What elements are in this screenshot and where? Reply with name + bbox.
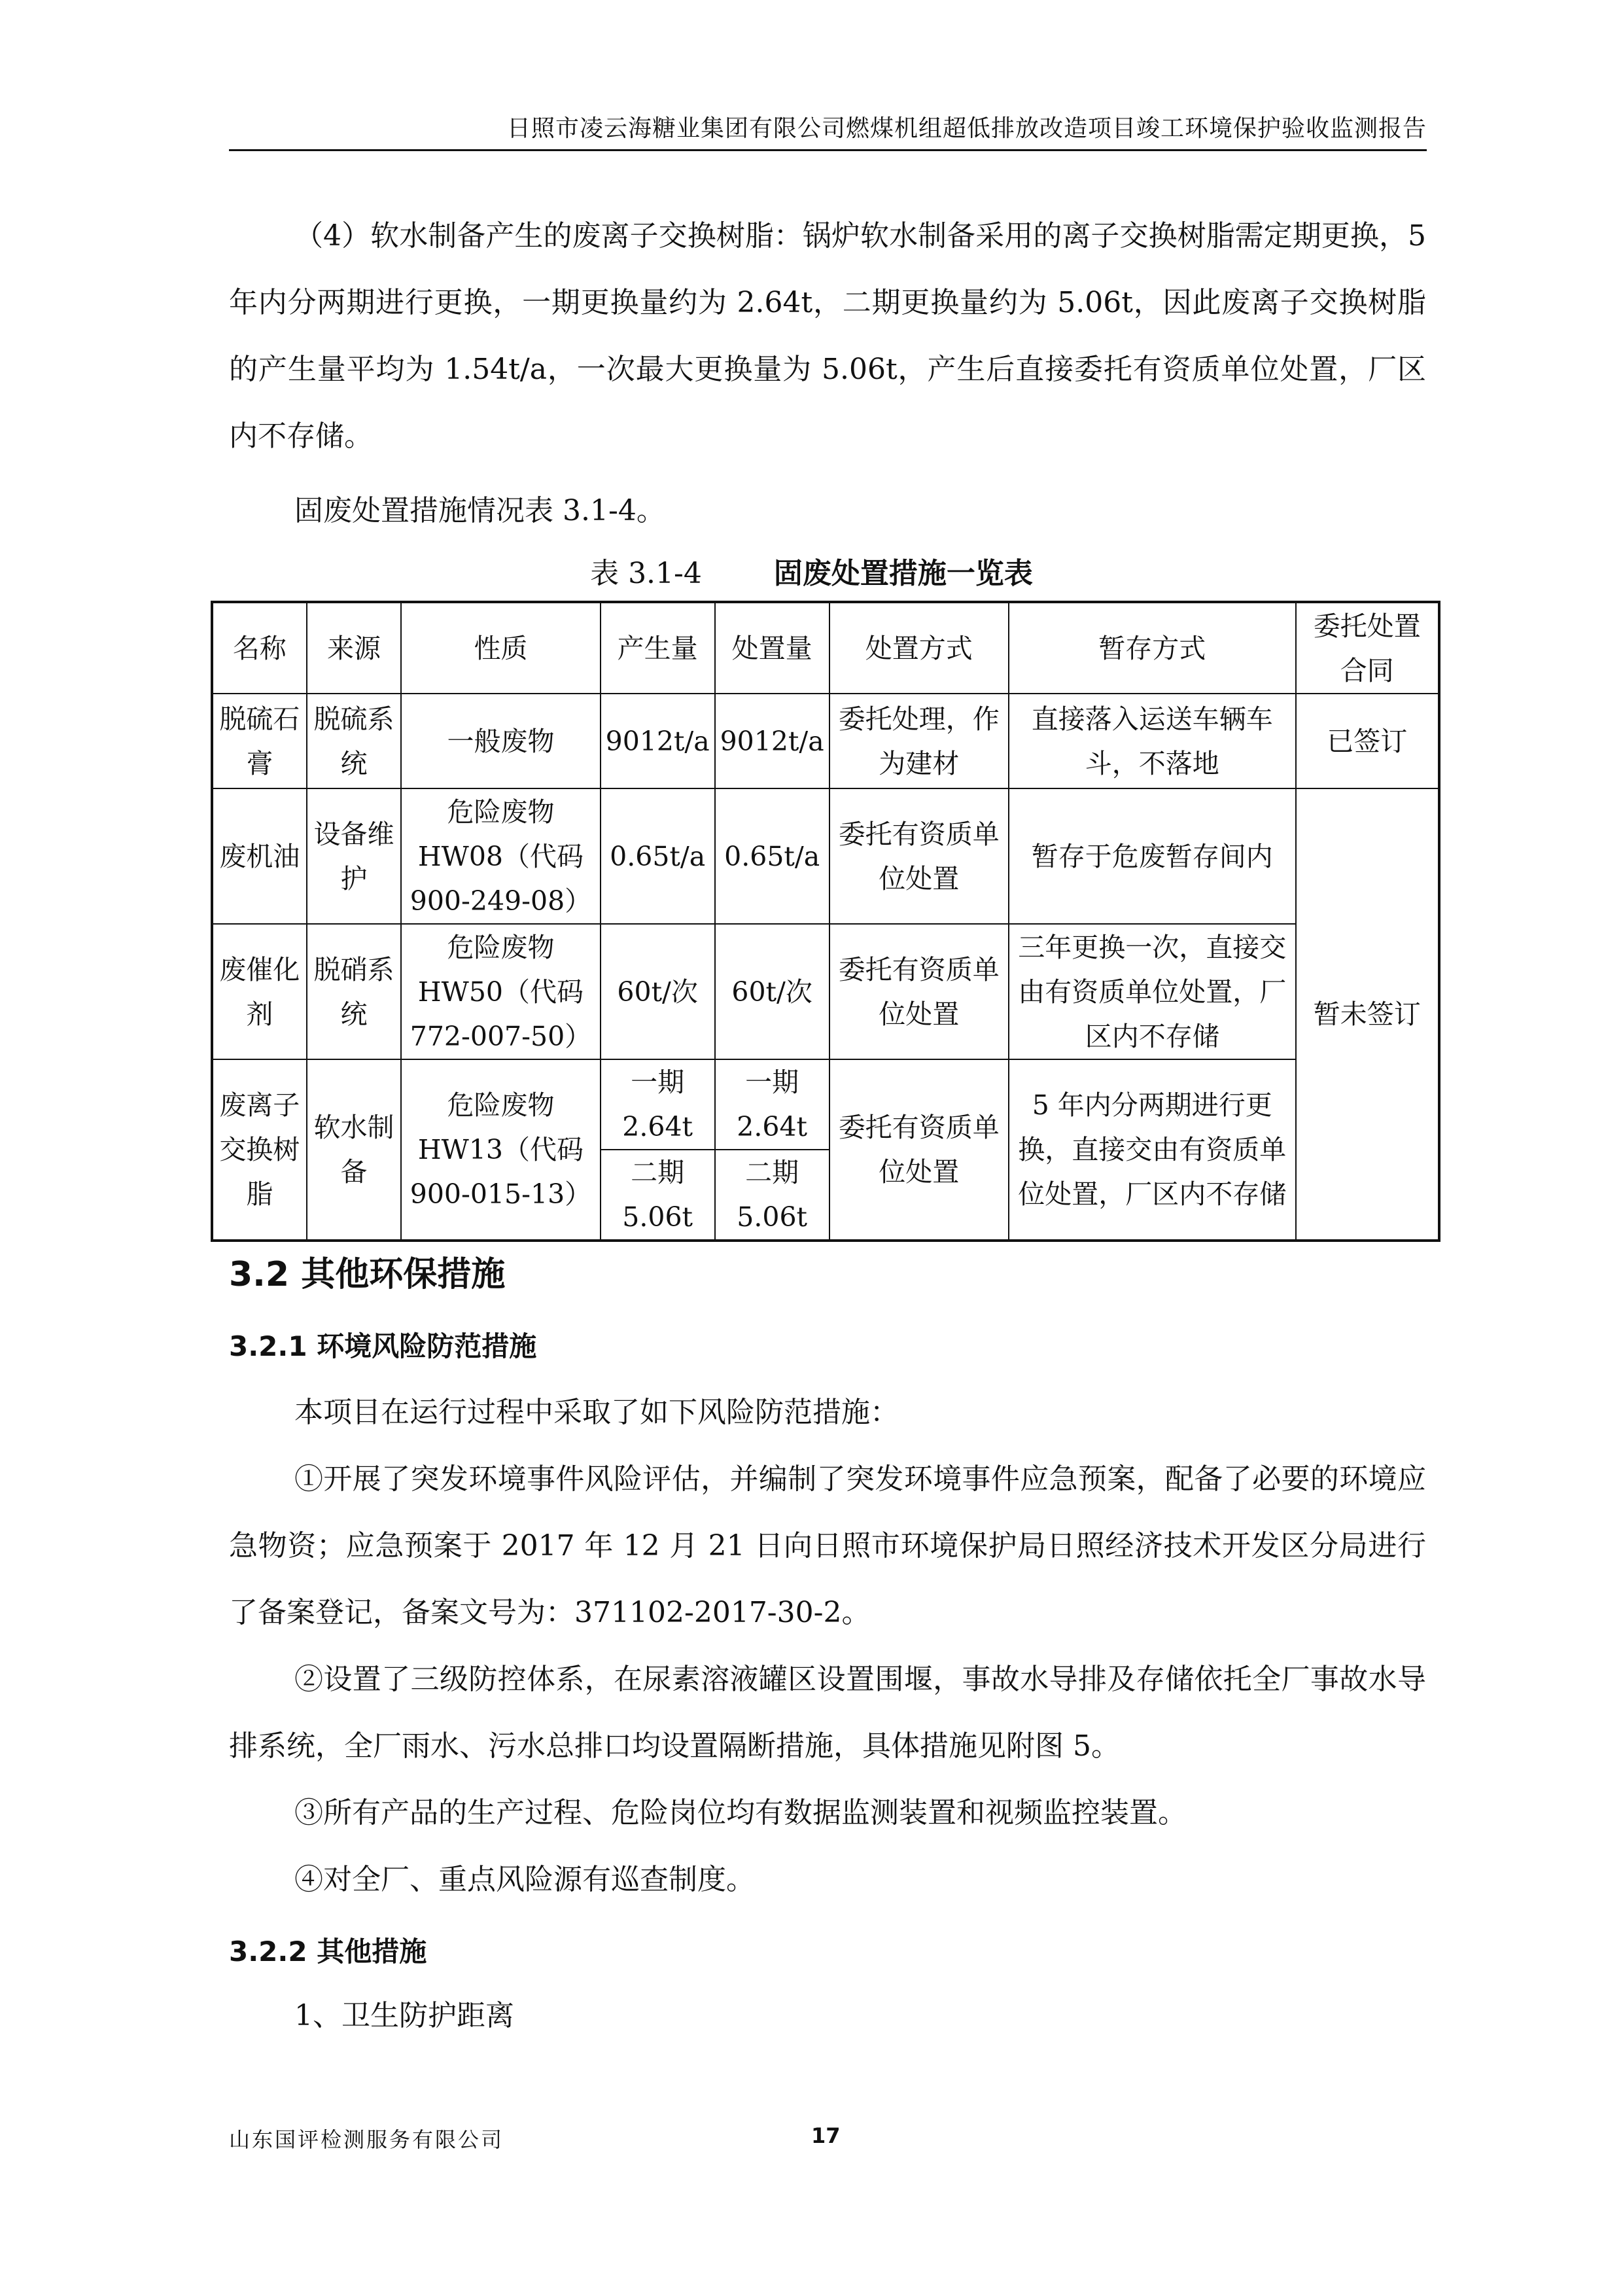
- cell-source: 软水制备: [307, 1059, 402, 1241]
- table-caption: [0, 550, 1623, 592]
- header-rule: [229, 149, 1427, 151]
- cell-nature: 一般废物: [401, 694, 600, 788]
- cell-name: 废机油: [212, 788, 307, 924]
- paragraph-risk-item-3: ③所有产品的生产过程、危险岗位均有数据监测装置和视频监控装置。: [294, 1796, 1187, 1829]
- cell-disposed-phase1: 一期 2.64t: [715, 1059, 829, 1150]
- cell-nature: 危险废物 HW08（代码 900-249-08）: [401, 788, 600, 924]
- cell-storage: 暂存于危废暂存间内: [1009, 788, 1296, 924]
- cell-method: 委托有资质单位处置: [829, 924, 1009, 1059]
- table-caption-number: 表 3.1-4: [590, 557, 702, 590]
- cell-storage: 三年更换一次，直接交由有资质单位处置，厂区内不存储: [1009, 924, 1296, 1059]
- section-heading-3-2: 3.2 其他环保措施: [229, 1255, 506, 1294]
- cell-name: 废催化剂: [212, 924, 307, 1059]
- header-method: 处置方式: [829, 602, 1009, 694]
- header-storage: 暂存方式: [1009, 602, 1296, 694]
- running-header: 日照市凌云海糖业集团有限公司燃煤机组超低排放改造项目竣工环境保护验收监测报告: [506, 115, 1427, 142]
- cell-name: 废离子交换树脂: [212, 1059, 307, 1241]
- cell-source: 设备维护: [307, 788, 402, 924]
- header-nature: 性质: [401, 602, 600, 694]
- cell-disposed-phase2: 二期 5.06t: [715, 1150, 829, 1241]
- header-source: 来源: [307, 602, 402, 694]
- cell-disposed: 9012t/a: [715, 694, 829, 788]
- table-row: [212, 924, 1439, 1059]
- cell-produced: 60t/次: [601, 924, 715, 1059]
- cell-produced-phase2: 二期 5.06t: [601, 1150, 715, 1241]
- paragraph-risk-item-4: ④对全厂、重点风险源有巡查制度。: [294, 1863, 755, 1896]
- cell-disposed: 60t/次: [715, 924, 829, 1059]
- cell-contract-merged: 暂未签订: [1296, 788, 1439, 1241]
- paragraph-risk-item-1: ①开展了突发环境事件风险评估，并编制了突发环境事件应急预案，配备了必要的环境应急物资；应急预案于 2017 年 12 月 21 日向日照市环境保护局日照经济技术开发区分局进行了备案登记，备案文号为：371102-2017-30-2。: [229, 1462, 1426, 1629]
- solid-waste-table: [211, 601, 1440, 1242]
- table-row: [212, 694, 1439, 788]
- table-caption-title: 固废处置措施一览表: [773, 557, 1033, 590]
- paragraph-ion-exchange-resin: （4）软水制备产生的废离子交换树脂：锅炉软水制备采用的离子交换树脂需定期更换，5 年内分两期进行更换，一期更换量约为 2.64t，二期更换量约为 5.06t，因此废离子交换树脂的产生量平均为 1.54t/a，一次最大更换量为 5.06t，产生后直接委托有资质单位处置，厂区内不存储。: [229, 219, 1426, 453]
- cell-method: 委托有资质单位处置: [829, 1059, 1009, 1241]
- cell-produced-phase1: 一期 2.64t: [601, 1059, 715, 1150]
- cell-method: 委托处理，作为建材: [829, 694, 1009, 788]
- header-name: 名称: [212, 602, 307, 694]
- cell-contract: 已签订: [1296, 694, 1439, 788]
- table-header-row: [212, 602, 1439, 694]
- table-row: [212, 788, 1439, 924]
- header-disposed: 处置量: [715, 602, 829, 694]
- cell-produced: 9012t/a: [601, 694, 715, 788]
- paragraph-risk-intro: 本项目在运行过程中采取了如下风险防范措施：: [294, 1396, 899, 1429]
- header-contract: 委托处置合同: [1296, 602, 1439, 694]
- footer-page-number: 17: [811, 2123, 841, 2148]
- header-produced: 产生量: [601, 602, 715, 694]
- table-row: [212, 1059, 1439, 1150]
- subsection-heading-3-2-2: 3.2.2 其他措施: [229, 1935, 427, 1968]
- cell-nature: 危险废物 HW50（代码 772-007-50）: [401, 924, 600, 1059]
- cell-disposed: 0.65t/a: [715, 788, 829, 924]
- cell-method: 委托有资质单位处置: [829, 788, 1009, 924]
- cell-nature: 危险废物 HW13（代码 900-015-13）: [401, 1059, 600, 1241]
- cell-storage: 直接落入运送车辆车斗，不落地: [1009, 694, 1296, 788]
- cell-storage: 5 年内分两期进行更换，直接交由有资质单位处置，厂区内不存储: [1009, 1059, 1296, 1241]
- subsection-heading-3-2-1: 3.2.1 环境风险防范措施: [229, 1330, 537, 1362]
- paragraph-health-protection-distance: 1、卫生防护距离: [294, 1999, 514, 2032]
- footer-company: 山东国评检测服务有限公司: [229, 2127, 504, 2152]
- cell-source: 脱硫系统: [307, 694, 402, 788]
- paragraph-table-reference: 固废处置措施情况表 3.1-4。: [294, 494, 665, 527]
- cell-produced: 0.65t/a: [601, 788, 715, 924]
- cell-name: 脱硫石膏: [212, 694, 307, 788]
- cell-source: 脱硝系统: [307, 924, 402, 1059]
- paragraph-risk-item-2: ②设置了三级防控体系，在尿素溶液罐区设置围堰，事故水导排及存储依托全厂事故水导排系统，全厂雨水、污水总排口均设置隔断措施，具体措施见附图 5。: [229, 1663, 1426, 1763]
